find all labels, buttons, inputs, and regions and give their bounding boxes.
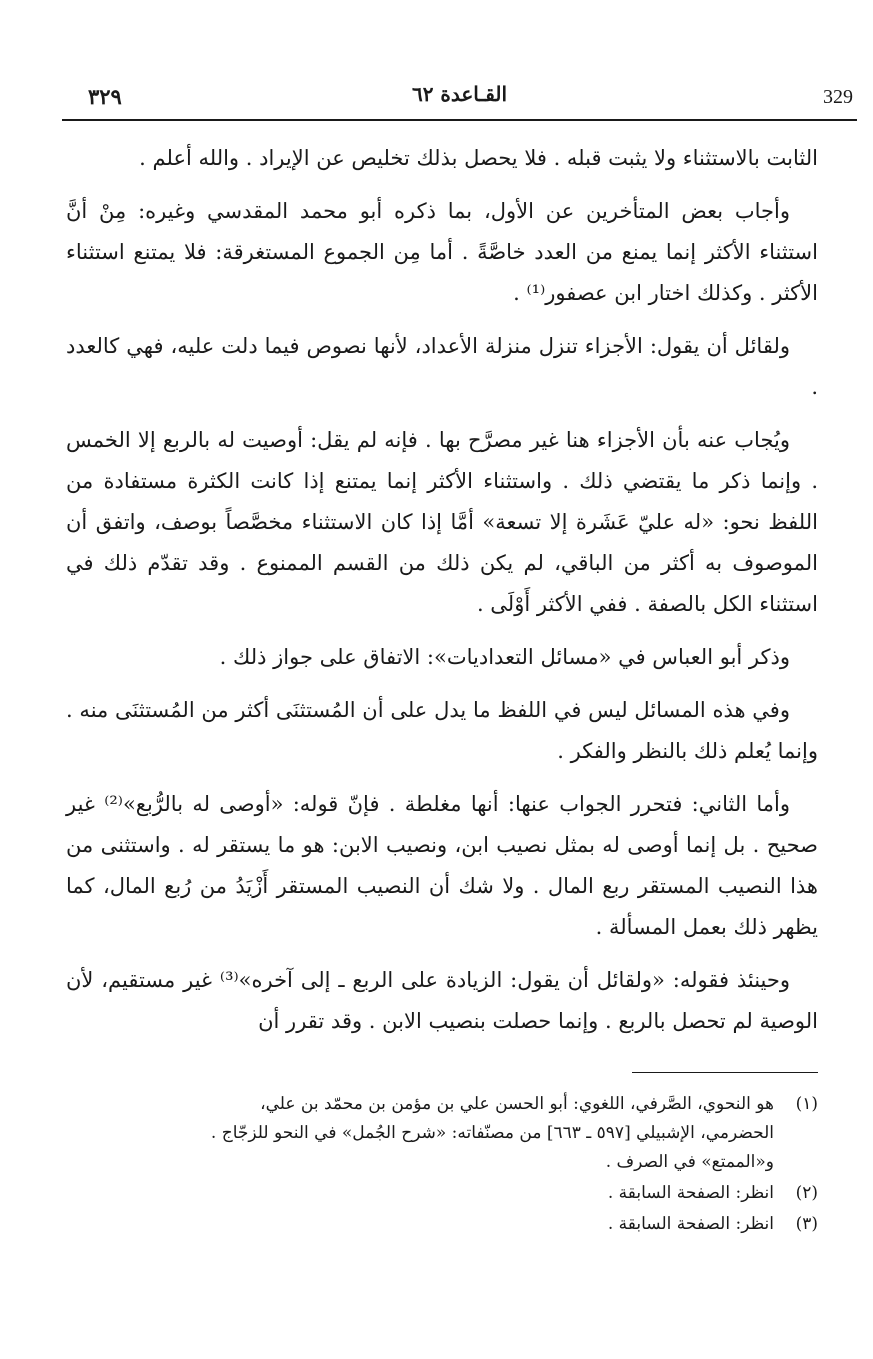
footnote (66, 1179, 818, 1208)
footnote-line: و«الممتع» في الصرف . (605, 1152, 774, 1172)
footnotes (66, 1090, 818, 1241)
footnote-line: هو النحوي، الصَّرفي، اللغوي: أبو الحسن علي بن مؤمن بن محمّد بن علي، (260, 1094, 774, 1114)
paragraph: وأما الثاني: فتحرر الجواب عنها: أنها مغلطة . فإنّ قوله: «أوصى له بالرُّبع»⁽²⁾ غير صحيح . بل إنما أوصى له بمثل نصيب ابن، ونصيب الابن: هو ما يستقر له . واستثنى من هذا النصيب المستقر ربع المال . ولا شك أن النصيب المستقر أَزْيَدُ من رُبع المال، كما يظهر ذلك بعمل المسألة . (66, 792, 818, 939)
main-text (66, 138, 818, 1054)
footnote-number: (٢) (795, 1183, 818, 1203)
footnote-number: (١) (795, 1094, 818, 1114)
footnote-line: الحضرمي، الإشبيلي [٥٩٧ ـ ٦٦٣] من مصنّفاته: «شرح الجُمل» في النحو للزجّاج . (210, 1123, 774, 1143)
footnote-text (66, 1210, 774, 1239)
paragraph: وأجاب بعض المتأخرين عن الأول، بما ذكره أبو محمد المقدسي وغيره: مِنْ أنَّ استثناء الأكثر إنما يمنع من العدد خاصَّةً . أما مِن الجموع المستغرقة: فلا يمتنع استثناء الأكثر . وكذلك اختار ابن عصفور⁽¹⁾ . (66, 199, 818, 305)
footnote-text (66, 1179, 774, 1208)
page-number-arabic: ٣٢٩ (88, 84, 122, 109)
footnote (66, 1090, 818, 1177)
paragraph: وذكر أبو العباس في «مسائل التعداديات»: الاتفاق على جواز ذلك . (219, 645, 790, 669)
paragraph: وحينئذ فقوله: «ولقائل أن يقول: الزيادة على الربع ـ إلى آخره»⁽³⁾ غير مستقيم، لأن الوصية لم تحصل بالربع . وإنما حصلت بنصيب الابن . وقد تقرر أن (66, 968, 818, 1033)
page-number-latin: 329 (823, 86, 853, 108)
page-header (62, 80, 857, 116)
running-title: القـاعدة ٦٢ (411, 82, 508, 106)
header-rule (62, 119, 857, 121)
paragraph: ولقائل أن يقول: الأجزاء تنزل منزلة الأعداد، لأنها نصوص فيما دلت عليه، فهي كالعدد . (66, 334, 818, 399)
paragraph: الثابت بالاستثناء ولا يثبت قبله . فلا يحصل بذلك تخليص عن الإيراد . والله أعلم . (139, 146, 818, 170)
footnote-number: (٣) (795, 1214, 818, 1234)
footnote (66, 1210, 818, 1239)
paragraph: ويُجاب عنه بأن الأجزاء هنا غير مصرَّح بها . فإنه لم يقل: أوصيت له بالربع إلا الخمس . وإنما ذكر ما يقتضي ذلك . واستثناء الأكثر إنما يمتنع إذا كانت الكثرة مستفادة من اللفظ نحو: «له عليّ عَشَرة إلا تسعة» أمَّا إذا كان الاستثناء مخصَّصاً بوصف، واتفق أن الموصوف به أكثر من الباقي، لم يكن ذلك من القسم الممنوع . وقد تقدّم ذلك في استثناء الكل بالصفة . ففي الأكثر أَوْلَى . (66, 428, 818, 616)
paragraph: وفي هذه المسائل ليس في اللفظ ما يدل على أن المُستثنَى أكثر من المُستثنَى منه . وإنما يُعلم ذلك بالنظر والفكر . (66, 698, 818, 763)
footnote-line: انظر: الصفحة السابقة . (607, 1214, 774, 1234)
footnote-text (66, 1090, 774, 1177)
footnote-line: انظر: الصفحة السابقة . (607, 1183, 774, 1203)
footnote-separator (632, 1072, 818, 1073)
